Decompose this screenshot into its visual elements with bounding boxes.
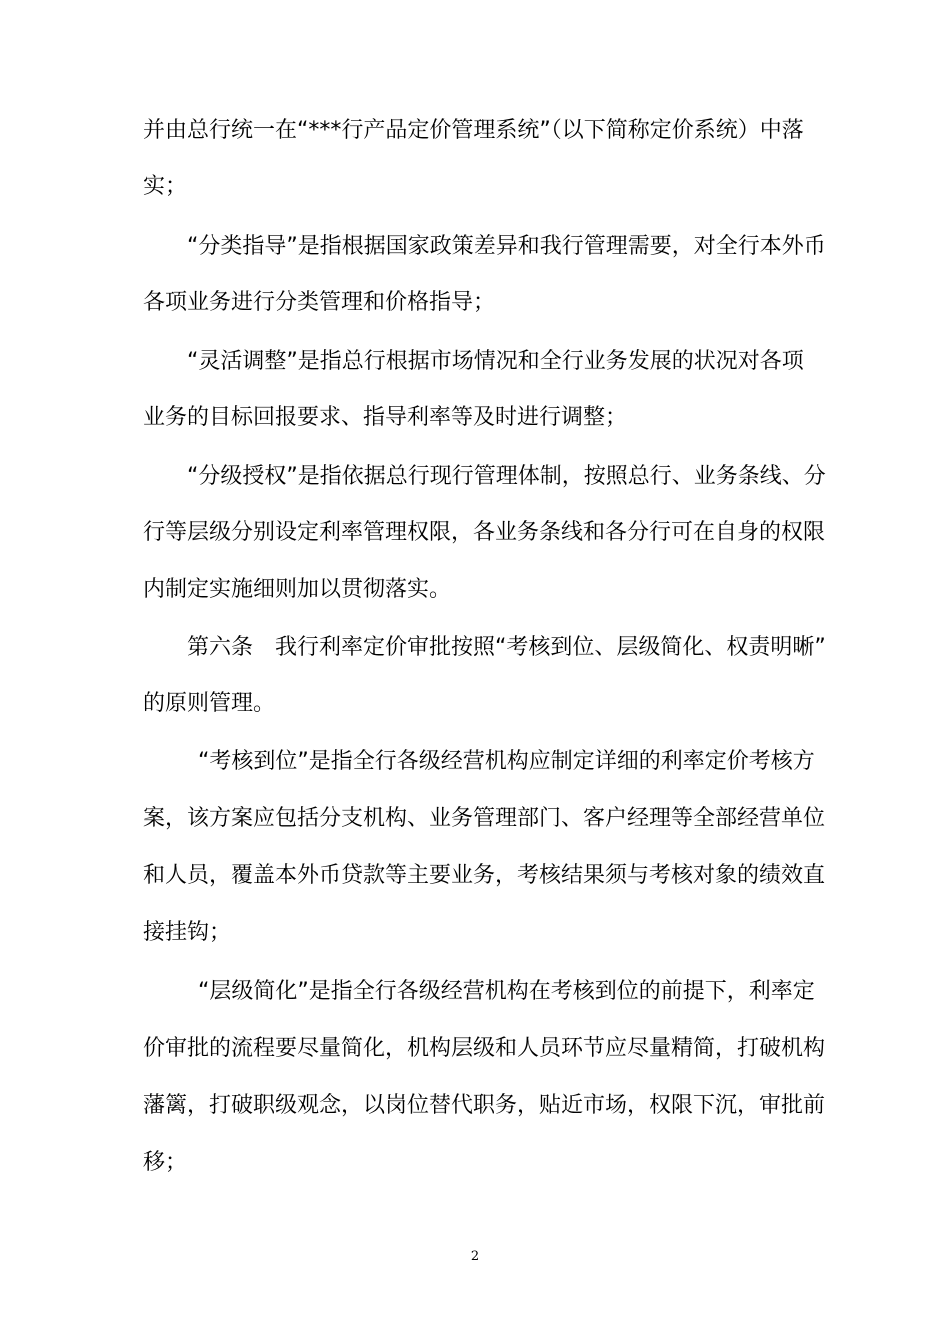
paragraph-line: 的原则管理。 <box>143 691 276 716</box>
paragraph-line: 移； <box>143 1150 188 1175</box>
paragraph-line: 各项业务进行分类管理和价格指导； <box>143 290 496 315</box>
paragraph-line: 接挂钩； <box>143 920 232 945</box>
paragraph-line: 案，该方案应包括分支机构、业务管理部门、客户经理等全部经营单位 <box>143 806 826 831</box>
paragraph-line: “灵活调整”是指总行根据市场情况和全行业务发展的状况对各项 <box>187 349 804 374</box>
paragraph-line: 藩篱，打破职级观念，以岗位替代职务，贴近市场，权限下沉，审批前 <box>143 1093 826 1118</box>
paragraph-line: 业务的目标回报要求、指导利率等及时进行调整； <box>143 405 628 430</box>
paragraph-line: 和人员，覆盖本外币贷款等主要业务，考核结果须与考核对象的绩效直 <box>143 863 826 888</box>
paragraph-line: 内制定实施细则加以贯彻落实。 <box>143 577 452 602</box>
paragraph-line: 实； <box>143 174 188 199</box>
page-number: 2 <box>470 1249 480 1264</box>
paragraph-line: 行等层级分别设定利率管理权限，各业务条线和各分行可在自身的权限 <box>143 520 826 545</box>
paragraph-line: “分类指导”是指根据国家政策差异和我行管理需要，对全行本外币 <box>187 234 826 259</box>
paragraph-line: 价审批的流程要尽量简化，机构层级和人员环节应尽量精简，打破机构 <box>143 1036 826 1061</box>
paragraph-line: 并由总行统一在“***行产品定价管理系统”（以下简称定价系统）中落 <box>143 118 804 143</box>
article-heading-line: 第六条 我行利率定价审批按照“考核到位、层级简化、权责明晰” <box>187 635 826 660</box>
paragraph-line: “分级授权”是指依据总行现行管理体制，按照总行、业务条线、分 <box>187 464 826 489</box>
paragraph-line: “层级简化”是指全行各级经营机构在考核到位的前提下，利率定 <box>198 979 815 1004</box>
paragraph-line: “考核到位”是指全行各级经营机构应制定详细的利率定价考核方 <box>198 749 815 774</box>
